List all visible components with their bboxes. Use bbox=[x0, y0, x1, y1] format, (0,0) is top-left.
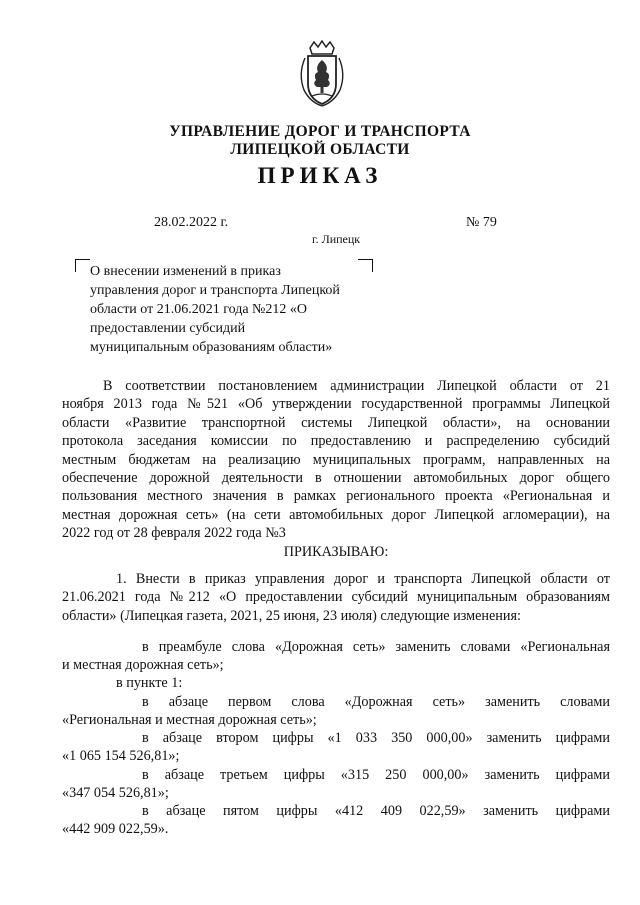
change-line: в абзаце втором цифры «1 033 350 000,00» заменить цифрами bbox=[142, 730, 610, 746]
preamble-line: протокола заседания комиссии по предоставлению и распределению субсидий bbox=[62, 433, 610, 450]
subject-line: муниципальным образованиям области» bbox=[90, 340, 333, 355]
preamble-paragraph bbox=[62, 377, 610, 561]
point-1-label: в пункте 1: bbox=[116, 675, 183, 691]
change-item-3 bbox=[62, 766, 610, 803]
item-1-line: 1. Внести в приказ управления дорог и транспорта Липецкой области от bbox=[116, 571, 610, 587]
preamble-line: местным бюджетам на реализацию муниципальных программ, направленных на bbox=[62, 451, 610, 468]
change-line: «347 054 526,81»; bbox=[62, 785, 169, 802]
change-line: и местная дорожная сеть»; bbox=[62, 657, 224, 674]
change-preamble bbox=[62, 638, 610, 675]
preamble-line: ноября 2013 года №521 «Об утверждении государственной программы Липецкой bbox=[62, 396, 610, 413]
organization-name-line1: УПРАВЛЕНИЕ ДОРОГ И ТРАНСПОРТА bbox=[169, 123, 471, 140]
item-1-paragraph bbox=[62, 570, 610, 625]
subject-line: предоставлении субсидий bbox=[90, 321, 246, 336]
preamble-line: пользования местного значения в рамках регионального проекта «Региональная и bbox=[62, 488, 610, 505]
preamble-line: местная дорожная сеть» (на сети автомобильных дорог Липецкой агломерации), на bbox=[62, 506, 610, 523]
document-subject bbox=[90, 262, 375, 357]
document-date: 28.02.2022 г. bbox=[154, 215, 229, 230]
change-line: в преамбуле слова «Дорожная сеть» заменить словами «Региональная bbox=[142, 639, 610, 655]
change-item-4 bbox=[62, 802, 610, 839]
subject-line: О внесении изменений в приказ bbox=[90, 264, 281, 279]
subject-line: управления дорог и транспорта Липецкой bbox=[90, 283, 340, 298]
preamble-line: обеспечение дорожной деятельности в отношении автомобильных дорог общего bbox=[62, 470, 610, 487]
change-item-1 bbox=[62, 693, 610, 730]
preamble-line: области «Развитие транспортной системы Липецкой области», на основании bbox=[62, 414, 610, 431]
change-line: «Региональная и местная дорожная сеть»; bbox=[62, 712, 317, 729]
subject-bracket-left bbox=[75, 259, 90, 272]
change-line: в абзаце третьем цифры «315 250 000,00» заменить цифрами bbox=[142, 767, 610, 783]
subject-line: области от 21.06.2021 года №212 «О bbox=[90, 302, 308, 317]
change-line: в абзаце пятом цифры «412 409 022,59» заменить цифрами bbox=[142, 803, 610, 819]
item-1-line: области» (Липецкая газета, 2021, 25 июня, 23 июля) следующие изменения: bbox=[62, 607, 521, 624]
order-word: ПРИКАЗЫВАЮ: bbox=[283, 543, 389, 560]
preamble-line: 2022 год от 28 февраля 2022 года №3 bbox=[62, 525, 286, 542]
organization-name-line2: ЛИПЕЦКОЙ ОБЛАСТИ bbox=[230, 141, 410, 158]
change-item-2 bbox=[62, 729, 610, 766]
change-line: «1 065 154 526,81»; bbox=[62, 748, 180, 765]
lipetsk-coat-of-arms-icon bbox=[296, 40, 348, 108]
change-line: в абзаце первом слова «Дорожная сеть» заменить словами bbox=[142, 694, 610, 710]
preamble-line: В соответствии постановлением администрации Липецкой области от 21 bbox=[103, 378, 610, 394]
item-1-line: 21.06.2021 года №212 «О предоставлении субсидий муниципальным образованиям bbox=[62, 589, 610, 606]
document-city: г. Липецк bbox=[312, 232, 361, 246]
document-type-title: ПРИКАЗ bbox=[257, 163, 383, 188]
change-line: «442 909 022,59». bbox=[62, 821, 169, 838]
document-number: № 79 bbox=[466, 215, 497, 230]
